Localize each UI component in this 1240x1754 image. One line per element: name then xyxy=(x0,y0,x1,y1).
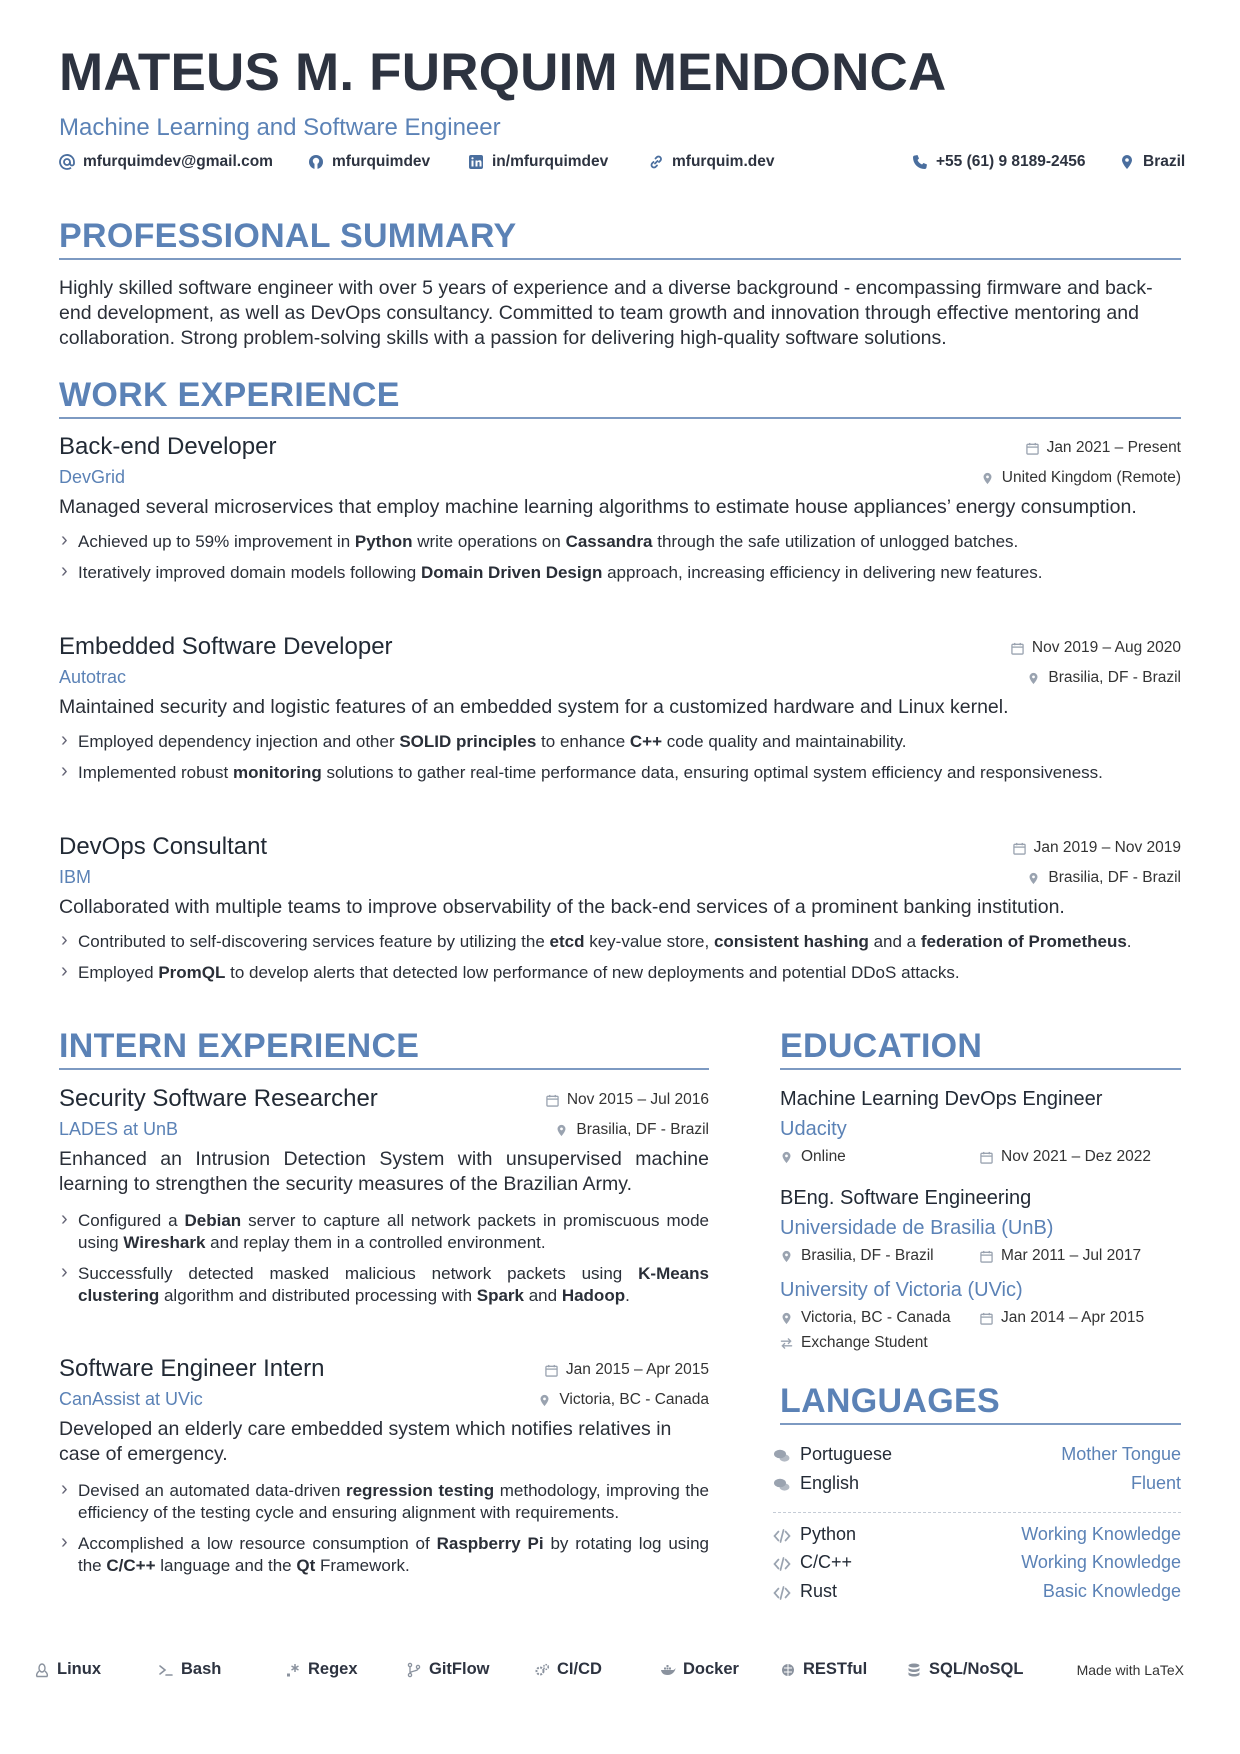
bullet-text: Employed dependency injection and other xyxy=(78,732,400,751)
bullet-keyword: Wireshark xyxy=(123,1233,206,1252)
bullet-keyword: K-Means clustering xyxy=(78,1264,709,1305)
language-level: Mother Tongue xyxy=(1061,1444,1181,1464)
section-rule xyxy=(59,258,1181,260)
skill-item xyxy=(34,1660,101,1679)
section-title-work: WORK EXPERIENCE xyxy=(59,376,400,414)
bullet-text: Achieved up to 59% improvement in xyxy=(78,532,355,551)
bullet-text: approach, increasing efficiency in delivering new features. xyxy=(602,563,1043,582)
contact-bar xyxy=(59,153,1186,175)
edu-date xyxy=(980,1247,1141,1265)
language-level: Working Knowledge xyxy=(1021,1552,1181,1572)
job-description: Maintained security and logistic features of an embedded system for a customized hardware and Linux kernel. xyxy=(59,696,1009,718)
language-divider xyxy=(773,1512,1181,1513)
bullet-text: key-value store, xyxy=(584,932,714,951)
bullet-text: and replay them in a controlled environment. xyxy=(205,1233,546,1252)
edu-note xyxy=(780,1334,928,1352)
job-date xyxy=(1013,839,1181,857)
bullet-list xyxy=(59,731,1181,784)
job-title: Security Software Researcher xyxy=(59,1085,378,1112)
skill-item xyxy=(660,1660,739,1679)
bullet-text: methodology, improving the efficiency of the testing cycle and ensuring alignment with requirements. xyxy=(78,1481,710,1522)
bullet-keyword: etcd xyxy=(549,932,585,951)
edu-date-label: Jan 2014 – Apr 2015 xyxy=(1001,1309,1145,1326)
docker-icon xyxy=(660,1662,676,1678)
calendar-icon xyxy=(1026,442,1039,455)
bullet-text: server to capture all network packets in promiscuous mode using xyxy=(78,1211,709,1252)
section-rule xyxy=(780,1068,1181,1070)
bullet-text: code quality and maintainability. xyxy=(662,732,907,751)
at-icon xyxy=(59,154,75,170)
location-icon xyxy=(981,472,994,485)
skill-label: Regex xyxy=(308,1660,358,1678)
job-title: Back-end Developer xyxy=(59,433,277,460)
work-entry xyxy=(59,433,1181,593)
edu-date-label: Mar 2011 – Jul 2017 xyxy=(1001,1247,1142,1264)
section-rule xyxy=(59,1068,709,1070)
contact-website[interactable] xyxy=(648,153,774,171)
contact-email[interactable] xyxy=(59,153,273,171)
bullet-item xyxy=(59,762,1181,784)
bullet-keyword: Spark xyxy=(476,1286,524,1305)
bullet-list xyxy=(59,931,1181,984)
github-icon xyxy=(308,154,324,170)
job-description: Managed several microservices that employ machine learning algorithms to estimate house appliances’ energy consumption. xyxy=(59,496,1137,518)
job-company: IBM xyxy=(59,867,92,887)
job-description: Developed an elderly care embedded system which notifies relatives in case of emergency. xyxy=(59,1418,672,1465)
linkedin-icon xyxy=(468,154,484,170)
asterisk-icon xyxy=(285,1662,301,1678)
bullet-text: Devised an automated data-driven xyxy=(78,1481,346,1500)
bullet-item xyxy=(59,1480,709,1524)
calendar-icon xyxy=(1013,842,1026,855)
bullet-text: Implemented robust xyxy=(78,763,233,782)
bullet-keyword: consistent hashing xyxy=(713,932,869,951)
bullet-keyword: Hadoop xyxy=(561,1286,626,1305)
language-row xyxy=(773,1524,1181,1548)
language-level: Working Knowledge xyxy=(1021,1524,1181,1544)
skill-label: Linux xyxy=(57,1660,101,1678)
bullet-text: Iteratively improved domain models following xyxy=(78,563,421,582)
bullet-item xyxy=(59,1210,709,1254)
job-date-label: Jan 2021 – Present xyxy=(1046,439,1181,456)
bullet-text: Framework. xyxy=(315,1556,410,1575)
contact-location xyxy=(1119,153,1185,171)
edu-date xyxy=(980,1148,1151,1166)
bullet-text: to develop alerts that detected low performance of new deployments and potential DDoS attacks. xyxy=(225,963,960,982)
edu-location xyxy=(780,1148,846,1166)
skill-item xyxy=(285,1660,358,1679)
contact-email-label: mfurquimdev@gmail.com xyxy=(83,153,273,170)
job-location xyxy=(1027,669,1181,687)
job-date-label: Jan 2019 – Nov 2019 xyxy=(1033,839,1181,856)
terminal-icon xyxy=(158,1662,174,1678)
intern-entry xyxy=(59,1085,709,1325)
language-row xyxy=(773,1444,1181,1468)
location-icon xyxy=(780,1312,793,1325)
job-date xyxy=(545,1361,709,1379)
bullet-text: Contributed to self-discovering services feature by utilizing the xyxy=(78,932,550,951)
link-icon xyxy=(648,154,664,170)
job-description: Enhanced an Intrusion Detection System with unsupervised machine learning to strengthen the security measures of the Brazilian Army. xyxy=(59,1148,709,1195)
calendar-icon xyxy=(546,1094,559,1107)
language-level: Fluent xyxy=(1130,1473,1181,1493)
bullet-text: through the safe utilization of unlogged batches. xyxy=(652,532,1019,551)
language-name: English xyxy=(800,1473,860,1493)
skill-label: GitFlow xyxy=(429,1660,490,1678)
job-company: DevGrid xyxy=(59,467,126,487)
phone-icon xyxy=(912,154,928,170)
candidate-role: Machine Learning and Software Engineer xyxy=(59,114,501,141)
section-title-languages: LANGUAGES xyxy=(780,1382,1000,1420)
bullet-item xyxy=(59,1533,709,1577)
job-title: Embedded Software Developer xyxy=(59,633,393,660)
bullet-text: write operations on xyxy=(412,532,566,551)
edu-school: University of Victoria (UVic) xyxy=(780,1279,1023,1301)
language-row xyxy=(773,1473,1181,1497)
section-title-summary: PROFESSIONAL SUMMARY xyxy=(59,217,517,255)
contact-location-label: Brazil xyxy=(1143,153,1186,170)
bullet-keyword: SOLID principles xyxy=(399,732,537,751)
skill-label: RESTful xyxy=(803,1660,868,1678)
job-company: Autotrac xyxy=(59,667,127,687)
job-location-label: Brasilia, DF - Brazil xyxy=(1048,669,1181,686)
job-company: CanAssist at UVic xyxy=(59,1389,203,1409)
contact-github[interactable] xyxy=(308,153,430,171)
edu-date xyxy=(980,1309,1144,1327)
skill-label: Docker xyxy=(683,1660,739,1678)
bullet-keyword: C++ xyxy=(629,732,663,751)
section-rule xyxy=(780,1423,1181,1425)
bullet-text: by rotating log using the xyxy=(78,1534,709,1575)
contact-github-label: mfurquimdev xyxy=(332,153,431,170)
language-name: Python xyxy=(800,1524,857,1544)
language-row xyxy=(773,1552,1181,1576)
bullet-text: . xyxy=(1126,932,1132,951)
skill-item xyxy=(906,1660,1023,1679)
made-with-note: Made with LaTeX xyxy=(1076,1662,1184,1678)
bullet-item xyxy=(59,1263,709,1307)
bullet-list xyxy=(59,531,1181,584)
edu-location xyxy=(780,1247,934,1265)
skill-item xyxy=(780,1660,867,1679)
bullet-text: to enhance xyxy=(536,732,630,751)
bullet-text: language and the xyxy=(155,1556,297,1575)
language-row xyxy=(773,1581,1181,1605)
location-icon xyxy=(1027,872,1040,885)
job-location-label: Victoria, BC - Canada xyxy=(559,1391,709,1408)
intern-entry xyxy=(59,1355,709,1595)
edu-location-label: Victoria, BC - Canada xyxy=(801,1309,951,1326)
job-title: Software Engineer Intern xyxy=(59,1355,325,1382)
edu-location xyxy=(780,1309,951,1327)
skill-label: CI/CD xyxy=(557,1660,602,1678)
contact-phone[interactable] xyxy=(912,153,1086,171)
section-title-education: EDUCATION xyxy=(780,1027,983,1065)
bullet-item xyxy=(59,731,1181,753)
skill-item xyxy=(406,1660,490,1679)
work-entry xyxy=(59,833,1181,993)
edu-note-label: Exchange Student xyxy=(801,1334,928,1351)
job-location xyxy=(981,469,1181,487)
bullet-text: and a xyxy=(868,932,921,951)
bullet-text: solutions to gather real-time performance data, ensuring optimal system efficiency and responsiveness. xyxy=(321,763,1103,782)
skill-item xyxy=(534,1660,602,1679)
location-icon xyxy=(780,1250,793,1263)
skill-label: Bash xyxy=(181,1660,222,1678)
bullet-item xyxy=(59,931,1181,953)
location-icon xyxy=(1027,672,1040,685)
bullet-text: Accomplished a low resource consumption of xyxy=(78,1534,437,1553)
contact-linkedin-label: in/mfurquimdev xyxy=(492,153,609,170)
job-title: DevOps Consultant xyxy=(59,833,268,860)
bullet-item xyxy=(59,962,1181,984)
job-location-label: Brasilia, DF - Brazil xyxy=(1048,869,1181,886)
job-date-label: Nov 2019 – Aug 2020 xyxy=(1031,639,1181,656)
bullet-keyword: PromQL xyxy=(158,963,226,982)
bullet-list xyxy=(59,1210,709,1307)
network-icon xyxy=(780,1662,796,1678)
bullet-text: Employed xyxy=(78,963,159,982)
database-icon xyxy=(906,1662,922,1678)
job-date xyxy=(1011,639,1181,657)
job-location xyxy=(538,1391,709,1409)
language-name: Rust xyxy=(800,1581,838,1601)
bullet-keyword: federation of Prometheus xyxy=(920,932,1127,951)
edu-location-label: Online xyxy=(801,1148,846,1165)
bullet-item xyxy=(59,562,1181,584)
bullet-keyword: monitoring xyxy=(232,763,322,782)
bullet-keyword: regression testing xyxy=(345,1481,495,1500)
bullet-text: Configured a xyxy=(78,1211,185,1230)
edu-location-label: Brasilia, DF - Brazil xyxy=(801,1247,934,1264)
location-icon xyxy=(555,1124,568,1137)
summary-text: Highly skilled software engineer with over 5 years of experience and a diverse background - encompassing firmware and back-end development, as well as DevOps consultancy. Committed to team growth and innovation through effective mentoring and collaboration. Strong problem-solving skills with a passion for delivering high-quality software solutions. xyxy=(59,277,1153,349)
calendar-icon xyxy=(545,1364,558,1377)
job-company: LADES at UnB xyxy=(59,1119,179,1139)
skills-bar xyxy=(34,1660,1184,1684)
candidate-name: MATEUS M. FURQUIM MENDONCA xyxy=(59,43,947,102)
calendar-icon xyxy=(1011,642,1024,655)
bullet-list xyxy=(59,1480,709,1577)
speech-icon xyxy=(773,1447,791,1465)
job-location xyxy=(555,1121,709,1139)
job-date-label: Jan 2015 – Apr 2015 xyxy=(565,1361,709,1378)
edu-school: Universidade de Brasilia (UnB) xyxy=(780,1217,1054,1239)
bullet-keyword: Raspberry Pi xyxy=(436,1534,544,1553)
exchange-icon xyxy=(780,1337,793,1350)
job-location xyxy=(1027,869,1181,887)
bullet-text: Successfully detected masked malicious network packets using xyxy=(78,1264,639,1283)
contact-linkedin[interactable] xyxy=(468,153,608,171)
section-rule xyxy=(59,417,1181,419)
calendar-icon xyxy=(980,1250,993,1263)
speech-icon xyxy=(773,1476,791,1494)
code-icon xyxy=(773,1527,791,1545)
gears-icon xyxy=(534,1662,550,1678)
bullet-text: and xyxy=(524,1286,562,1305)
job-description: Collaborated with multiple teams to improve observability of the back-end services of a prominent banking institution. xyxy=(59,896,1065,918)
work-entry xyxy=(59,633,1181,793)
edu-degree-title: Machine Learning DevOps Engineer xyxy=(780,1088,1103,1110)
language-name: C/C++ xyxy=(800,1552,853,1572)
edu-school: Udacity xyxy=(780,1118,847,1140)
skill-label: SQL/NoSQL xyxy=(929,1660,1024,1678)
section-title-intern: INTERN EXPERIENCE xyxy=(59,1027,420,1065)
language-level: Basic Knowledge xyxy=(1042,1581,1181,1601)
job-date xyxy=(1026,439,1181,457)
edu-degree-title: BEng. Software Engineering xyxy=(780,1187,1032,1209)
contact-phone-label: +55 (61) 9 8189-2456 xyxy=(936,153,1086,170)
bullet-text: . xyxy=(625,1286,630,1305)
bullet-keyword: C/C++ xyxy=(106,1556,156,1575)
bullet-text: algorithm and distributed processing with xyxy=(159,1286,477,1305)
bullet-keyword: Qt xyxy=(296,1556,316,1575)
bullet-keyword: Debian xyxy=(184,1211,242,1230)
code-icon xyxy=(773,1555,791,1573)
job-location-label: Brasilia, DF - Brazil xyxy=(576,1121,709,1138)
job-date xyxy=(546,1091,709,1109)
contact-website-label: mfurquim.dev xyxy=(672,153,775,170)
calendar-icon xyxy=(980,1312,993,1325)
calendar-icon xyxy=(980,1151,993,1164)
location-icon xyxy=(538,1394,551,1407)
location-icon xyxy=(1119,154,1135,170)
bullet-keyword: Cassandra xyxy=(565,532,653,551)
skill-item xyxy=(158,1660,221,1679)
job-date-label: Nov 2015 – Jul 2016 xyxy=(566,1091,709,1108)
git-branch-icon xyxy=(406,1662,422,1678)
language-name: Portuguese xyxy=(800,1444,893,1464)
linux-icon xyxy=(34,1662,50,1678)
edu-date-label: Nov 2021 – Dez 2022 xyxy=(1001,1148,1151,1165)
code-icon xyxy=(773,1584,791,1602)
bullet-keyword: Domain Driven Design xyxy=(421,563,603,582)
bullet-keyword: Python xyxy=(354,532,413,551)
bullet-item xyxy=(59,531,1181,553)
location-icon xyxy=(780,1151,793,1164)
job-location-label: United Kingdom (Remote) xyxy=(1001,469,1181,486)
